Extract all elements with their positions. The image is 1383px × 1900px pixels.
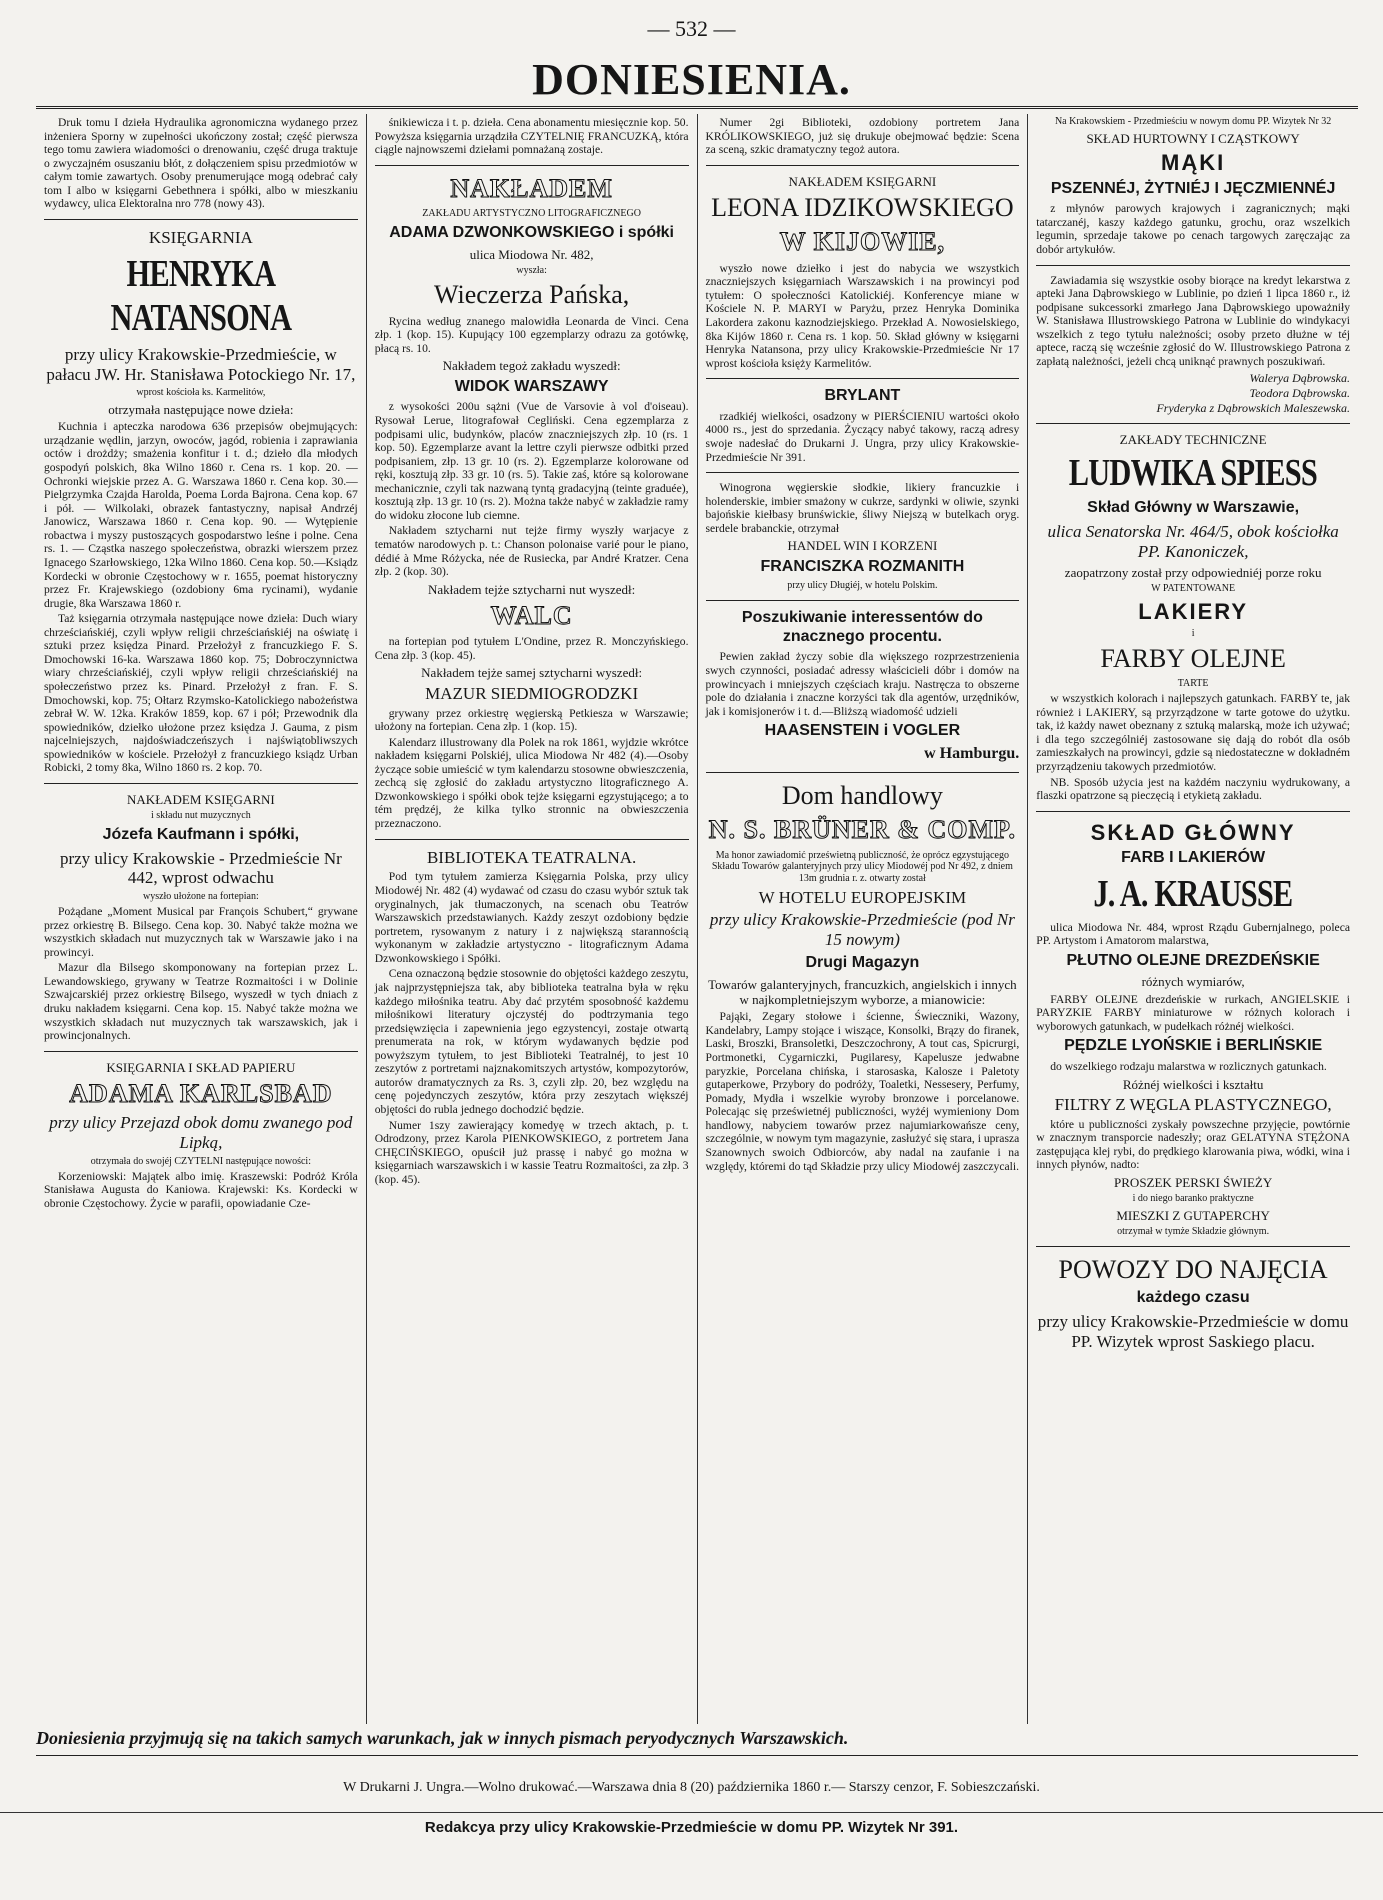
ad-paragraph: Zawiadamia się wszystkie osoby biorące na kredyt lekarstwa z apteki Jana Dąbrowskiego w Lublinie, po dzień 1 lipca 1860 r., iż podpisane sukcessorki zmarłego Jana Dąbrowskiego upoważniły W. Stanisława Illustrowskiego Patrona w Lublinie do windykacyi wszelkich z tego tytułu należności; osoby przeto dłużne w téj aptece, raczą się wcześnie zgłosić do W. Illustrowskiego Patrona z zapłatą należności, jeżeli chcą uniknąć prawnych poszukiwań. [1036, 273, 1350, 368]
ad-paragraph: Nakładem sztycharni nut tejże firmy wyszły warjacye z tematów narodowych p. t.: Chanson polonaise varié pour le piano, dédié à Mme Różycka, née de Rusiecka, par André Kratzer. Cena złp. 2 (kop. 30). [374, 524, 689, 579]
ad-heading: i składu nut muzycznych [151, 810, 251, 822]
ad-heading: MIESZKI Z GUTAPERCHY [1116, 1207, 1270, 1223]
ad-paragraph: które u publiczności zyskały powszechne przyjęcie, powtórnie w znacznym transporcie nadeszły; oraz GELATYNA STĘŻONA zastępująca klej rybi, do prędkiego klarowania piwa, wódki, wina i innych płynów, nadto: [1036, 1117, 1350, 1172]
ad-paragraph: grywany przez orkiestrę węgierską Petkiesza w Warszawie; ułożony na fortepian. Cena złp. 1 (kop. 15). [374, 706, 689, 734]
column-1 [36, 114, 367, 1724]
ad-heading: i [1191, 628, 1195, 640]
ad-heading: przy ulicy Krakowskie-Przedmieście (pod Nr 15 nowym) [709, 910, 1015, 950]
ad-heading: Józefa Kaufmann i spółki, [102, 825, 300, 843]
ad-heading: PROSZEK PERSKI ŚWIEŻY [1114, 1174, 1273, 1190]
ad-paragraph: w wszystkich kolorach i najlepszych gatunkach. FARBY te, jak również i LAKIERY, są przyrządzone w tarte gotowe do użytku. tak, iż każdy nawet obeznany z sztuką malarską, może ich używać; i dla tego szczególniéj zastosowane się dają do robót dla osób zamieszkałych na prowincyi, gdzie są niedostateczne w dokładném przyrządzeniu takowych przedmiotów. [1036, 692, 1350, 773]
editorial-address: Redakcya przy ulicy Krakowskie-Przedmieście w domu PP. Wizytek Nr 391. [0, 1812, 1383, 1836]
ad-heading: Nakładem tejże samej sztycharni wyszedł: [421, 665, 643, 681]
divider [1036, 1246, 1350, 1247]
ad-paragraph: Mazur dla Bilsego skomponowany na fortepian przez L. Lewandowskiego, grywany w Teatrze Rozmaitości i w Dolinie Szwajcarskiéj przez orkiestrę Bilsego, wyszedł w tych dniach z druku nakładem księgarni. Cena kop. 15. Nabyć także można we wszystkich składach nut muzycznych tak warszawskich, jak i prowincjonalnych. [44, 961, 358, 1043]
ad-heading: PĘDZLE LYOŃSKIE i BERLIŃSKIE [1064, 1037, 1323, 1055]
ad-heading: Fryderyka z Dąbrowskich Maleszewska. [1156, 400, 1350, 415]
ad-paragraph: Korzeniowski: Majątek albo imię. Kraszewski: Podróż Króla Stanisława Augusta do Kaniowa. Krajewski: Ks. Kordecki w obronie Częstochowy. Życie w parafii, opowiadanie Cze- [44, 1169, 358, 1210]
column-4 [1028, 114, 1358, 1724]
ad-paragraph: Winogrona węgierskie słodkie, likiery francuzkie i holenderskie, imbier smażony w cukrze, sardynki w oliwie, szynki bajońskie kiełbasy brunświckie, śliwy Niejszą w butelkach oryg. serdele brabanckie, otrzymał [705, 481, 1020, 535]
ad-paragraph: śnikiewicza i t. p. dzieła. Cena abonamentu miesięcznie kop. 50. Powyższa księgarnia urządziła CZYTELNIĘ FRANCUZKĄ, która ciągle najnowszemi dziełami pomnażaną zostaje. [374, 116, 689, 157]
ad-paragraph: ulica Miodowa Nr. 484, wprost Rządu Gubernjalnego, poleca PP. Artystom i Amatorom malarstwa, [1036, 920, 1350, 948]
ad-paragraph: Druk tomu I dzieła Hydraulika agronomiczna wydanego przez inżeniera Sporny w zupełności ukończony został; część pierwsza tego tomu zawiera wiadomości o drenowaniu, część druga traktuje o zwyczajném osuszaniu błót, z dołączeniem spisu przedmiotów w całym tomie zawartych. Osoby prenumerujące mogą odebrać cały tom I albo w księgarni Gebethnera i spółki, albo w mieszkaniu wydawcy, ulica Elektoralna nro 778 (nowy 43). [44, 116, 358, 211]
ad-heading: HAASENSTEIN i VOGLER [764, 722, 961, 740]
ad-paragraph: Pożądane „Moment Musical par François Schubert,“ grywane przez orkiestrę B. Bilsego. Cena kop. 30. Nabyć także można we wszystkich składach nut muzycznych tak w Warszawie jako i na prowincyi. [44, 905, 358, 959]
ad-heading: otrzymała następujące nowe dzieła: [108, 402, 294, 418]
ad-heading: LAKIERY [1138, 598, 1248, 624]
ad-heading: WIDOK WARSZAWY [454, 377, 609, 395]
ad-heading: SKŁAD HURTOWNY I CZĄSTKOWY [1086, 130, 1300, 146]
ad-heading: ZAKŁADU ARTYSTYCZNO LITOGRAFICZNEGO [422, 208, 641, 220]
ad-paragraph: rzadkiéj wielkości, osadzony w PIERŚCIENIU wartości około 4000 rs., jest do sprzedania. Życzący nabyć takowy, raczą adresy swoje nadesłać do Drukarni J. Ungra, przy ulicy Krakowskie-Przedmieście Nr 391. [705, 409, 1020, 464]
ad-paragraph: z wysokości 200u sążni (Vue de Varsovie à vol d'oiseau). Rysował Lerue, litografował Cegliński. Cena egzemplarza z podpisami ulic, budynków, placów znaczniejszych złp. 10 (rs. 1 kop. 50). Egzemplarze avant la lettre czyli pierwsze odbitki przed podpisaniem, złp. 13 gr. 10 (rs. 2). Egzemplarze kolorowane od ręki, kosztują złp. 33 gr. 10 (rs. 5). Takie zaś, które są kolorowane mechanicznie, czyli tak nazwaną tyntą gradacyjną (teinte graduée), kosztują złp. 13 gr. 10 (rs. 2). Można także nabyć w zakładzie ramy do widoku złocone lub ciemne. [374, 400, 689, 522]
divider [375, 165, 689, 166]
ad-heading: przy ulicy Krakowskie-Przedmieście w domu PP. Wizytek wprost Saskiego placu. [1037, 1311, 1349, 1351]
divider [706, 472, 1020, 473]
ad-heading: wyszło ułożone na fortepian: [142, 891, 259, 903]
ad-paragraph: Pewien zakład życzy sobie dla większego rozprzestrzenienia swych czynności, posiadać adressy właścicieli dóbr i domów na prowincyach i mniejszych częściach kraju. Nastręcza to obszerne pole do działania i znaczne korzyści tak dla agentów, urzędników, jak i komisjonerów i t. d.—Bliższą wiadomość udzieli [705, 650, 1020, 718]
ad-paragraph: Kalendarz illustrowany dla Polek na rok 1861, wyjdzie wkrótce nakładem księgarni Polskiéj, ulica Miodowa Nr 482 (4).—Osoby życzące sobie umieścić w tym kalendarzu stosowne obwieszczenia, zechcą się zgłosić do zakładu artystyczno litograficznego A. Dzwonkowskiego i spółki obok tejże księgarni egzystującego; a to tém prędzéj, że kilka tylko stronnic na obwieszczenia przeznaczono. [374, 735, 689, 831]
ad-heading: PSZENNÉJ, ŻYTNIÉJ I JĘCZMIENNÉJ [1050, 179, 1336, 197]
ad-heading: HANDEL WIN I KORZENI [787, 538, 938, 554]
divider [1036, 423, 1350, 424]
ad-heading: otrzymał w tymże Składzie głównym. [1117, 1226, 1270, 1237]
ad-heading: ulica Senatorska Nr. 464/5, obok kościołka PP. Kanoniczek, [1047, 522, 1339, 561]
ad-heading: WALC [490, 600, 573, 630]
ad-heading: KSIĘGARNIA [148, 227, 253, 247]
ad-heading: Poszukiwanie interessentów do znacznego procentu. [741, 609, 983, 645]
ad-paragraph: Cena oznaczoną będzie stosownie do objętości każdego zeszytu, jak najprzystępniejsza tak, aby biblioteka teatralna była w ręku każdego miłośnika teatru. Aby dać przytém sposobność każdemu miłośnikowi literatury ojczystéj do podtrzymania tego przedsięwzięcia i zapewnienia jego egzystencyi, zostaje otwartą prenumerata na rok, w którym wydawanych będzie pod powyższym tytułem, to jest Biblioteki Teatralnéj, to jest 10 zeszytów z portretami najznakomitszych artystów, kompozytorów, autorów dramatycznych za Rs. 3, czyli złp. 20, bez względu na cenę pojedynczych zeszytów, która przy zeszytach większéj objętości do rubla jednego dochodzić będzie. [374, 967, 689, 1117]
divider [375, 839, 689, 840]
divider [44, 783, 358, 784]
announcement-terms-notice: Doniesienia przyjmują się na takich samych warunkach, jak w innych pismach peryodycznych Warszawskich. [36, 1728, 1358, 1756]
ad-heading: PŁUTNO OLEJNE DREZDEŃSKIE [1066, 951, 1320, 969]
ad-heading: Teodora Dąbrowska. [1249, 385, 1350, 400]
divider [706, 378, 1020, 379]
ad-heading: MAZUR SIEDMIOGRODZKI [425, 683, 639, 703]
ad-heading: ADAMA DZWONKOWSKIEGO i spółki [389, 223, 674, 241]
ad-heading: ulica Miodowa Nr. 482, [469, 246, 594, 262]
ad-paragraph: do wszelkiego rodzaju malarstwa w rozlicznych gatunkach. [1050, 1060, 1327, 1074]
ad-heading: FILTRY Z WĘGLA PLASTYCZNEGO, [1054, 1094, 1332, 1114]
ad-heading: NAKŁADEM KSIĘGARNI [788, 173, 937, 189]
ad-paragraph: Pod tym tytułem zamierza Księgarnia Polska, przy ulicy Miodowéj Nr. 482 (4) wydawać od czasu do czasu wybór sztuk tak oryginalnych, jak tłumaczonych, na scenach obu Teatrów Warszawskich przedstawianych. Każdy zeszyt ozdobiony będzie portretem, rysowanym z natury i z największą starannością wykonanym w zakładzie artystyczno - litograficznym Adama Dzwonkowskiego i Spółki. [374, 870, 689, 965]
ad-heading: J. A. KRAUSSE [1093, 873, 1293, 916]
printer-imprint: W Drukarni J. Ungra.—Wolno drukować.—Warszawa dnia 8 (20) października 1860 r.— Starszy cenzor, F. Sobieszczański. [343, 1780, 1040, 1795]
ad-heading: otrzymała do swojéj CZYTELNI następujące nowości: [90, 1156, 311, 1168]
ad-heading: POWOZY DO NAJĘCIA [1058, 1254, 1328, 1284]
ad-heading: Skład Główny w Warszawie, [1087, 499, 1300, 517]
ad-heading: FARB I LAKIERÓW [1121, 849, 1266, 867]
ad-heading: LEONA IDZIKOWSKIEGO [711, 192, 1014, 222]
ad-heading: FARBY OLEJNE [1100, 644, 1286, 674]
ad-paragraph: Numer 1szy zawierający komedyę w trzech aktach, p. t. Odrodzony, przez Karola PIENKOWSKIEGO, z portretem Jana CHĘCIŃSKIEGO, opuścił już prassę i nabyć go można w księgarniach warszawskich i w kassie Teatru Rozmaitości, za złp. 3 (kop. 45). [374, 1118, 689, 1186]
ad-heading: Ma honor zawiadomić prześwietną publiczność, że oprócz egzystującego Składu Towarów galanteryjnych przy ulicy Miodowéj pod Nr 492, z dniem 13m grudnia r. z. otwarty został [711, 849, 1013, 884]
ad-heading: BIBLIOTEKA TEATRALNA. [426, 847, 637, 867]
ad-heading: przy ulicy Długiéj, w hotelu Polskim. [787, 580, 938, 592]
ad-heading: KSIĘGARNIA I SKŁAD PAPIERU [106, 1059, 296, 1075]
ad-heading: W KIJOWIE, [779, 227, 946, 257]
ad-paragraph: Numer 2gi Biblioteki, ozdobiony portretem Jana KRÓLIKOWSKIEGO, już się drukuje obejmować będzie: Scena za sceną, szkic dramatyczny tegoż autora. [705, 116, 1020, 157]
ad-heading: Dom handlowy [781, 780, 943, 810]
ad-heading: FRANCISZKA ROZMANITH [760, 557, 965, 575]
ad-paragraph: FARBY OLEJNE drezdeńskie w rurkach, ANGIELSKIE i PARYZKIE FARBY miniaturowe w różnych kolorach i wyborowych gatunkach, w pudełkach różnéj wielkości. [1036, 992, 1350, 1033]
ad-heading: W HOTELU EUROPEJSKIM [758, 887, 967, 907]
ad-heading: wprost kościoła ks. Karmelitów, [136, 387, 266, 399]
advertisement-columns [36, 114, 1358, 1724]
divider [706, 165, 1020, 166]
divider [706, 772, 1020, 773]
ad-heading: Drugi Magazyn [805, 954, 920, 972]
ad-paragraph: Kuchnia i apteczka narodowa 636 przepisów obejmujących: urządzanie wędlin, jarzyn, owoców, jagód, robienia i zaprawiania octów i drożdży; smażenia konfitur i t. d.; dzieło dla młodych gospodyń polskich, 8ka Wilno 1860 r. Cena rs. 1 kop. 20. — Ochronki wiejskie przez A. G. Warszawa 1860 r. Cena kop. 30.—Pielgrzymka Czajda Harolda, Poema Lorda Bajrona. Cena kop. 67 i pół. — Wilkolaki, obrazek fantastyczny, napisał Andrzéj Janowicz, Warszawa 1860 r. Cena kop. 90. — Wytępienie robactwa i myszy pustoszących gospodarstwo leśne i polne. Cena rs. 1. — Cząstka naszego społeczeństwa, obrazki wierszem przez Ignacego Szarłowskiego, 12ka Wilno 1860. Cena kop. 50.—Ksiądz Kordecki w obronie Częstochowy w r. 1655, poemat historyczny przez Fr. Krajewskiego (ozdobiony 6ma rycinami), wydanie drugie, 8ka Warszawa 1860 r. [44, 420, 358, 610]
ad-heading: przy ulicy Krakowskie - Przedmieście Nr 442, wprost odwachu [59, 848, 342, 888]
ad-paragraph: Pająki, Zegary stołowe i ścienne, Świeczniki, Wazony, Kandelabry, Lampy stojące i wiszące, Konsolki, Brązy do firanek, Laski, Broszki, Bransoletki, Deszczochrony, A tout cas, Spicrurgi, Portmonetki, Cygarniczki, Pugilaresy, Kapelusze jedwabne paryzkie, Porcelana chińska, i starosaska, Kalosze i Paletoty gutaperkowe, Przybory do podróży, Toaletki, Nessesery, Perfumy, Pomady, Mydła i wszelkie wyroby bronzowe i porcelanowe. Polecając się prześwietnéj publiczności, wyżéj wymieniony Dom handlowy, nabyciem towarów przez najumiarkowańsze ceny, szczególnie, w nowym tym magazynie, zasłużyć się stara, i uprasza Szanownych swoich Odbiorców, aby nadal na zaufanie i na względy, któremi do tąd Składzie przy ulicy Miodowéj zaszczycali. [705, 1010, 1020, 1173]
divider [1036, 811, 1350, 812]
column-3 [698, 114, 1029, 1724]
ad-heading: Nakładem tejże sztycharni nut wyszedł: [428, 581, 636, 597]
page-number: — 532 — [647, 16, 736, 41]
title-divider [36, 106, 1358, 109]
ad-paragraph: NB. Sposób użycia jest na każdém naczyniu wydrukowany, a flaszki opatrzone są pieczęcią i etykietą zakładu. [1036, 775, 1350, 803]
ad-heading: różnych wymiarów, [1141, 974, 1245, 990]
ad-heading: w Hamburgu. [924, 745, 1020, 762]
ad-heading: ADAMA KARLSBAD [69, 1078, 333, 1108]
ad-heading: N. S. BRÜNER & COMP. [708, 815, 1016, 845]
column-2 [367, 114, 698, 1724]
ad-heading: Nakładem tegoż zakładu wyszedł: [442, 358, 621, 374]
ad-paragraph: na fortepian pod tytułem L'Ondine, przez R. Monczyńskiego. Cena złp. 3 (kop. 45). [374, 635, 689, 662]
ad-heading: MĄKI [1161, 149, 1226, 175]
ad-heading: Wieczerza Pańska, [433, 280, 630, 310]
ad-paragraph: Taż księgarnia otrzymała następujące nowe dzieła: Duch wiary chrześciańskiéj, czyli wpływ religii chrześciańskiéj na oświatę i sztuki przez księdza Pinard. Przełożył z francuzkiego F. S. Dmochowski 16-ka. Warszawa 1860 kop. 75; Dobroczynnictwa wiary chrześciańskiéj, czyli wpływ religii chrześciańskiéj na społeczeństwo przez ks. Pinard. Przełożył z fran. F. S. Dmochowski, kop. 75; Ołtarz Rzymsko-Katolickiego nabożeństwa zebrał W. W. 12ka. Kraków 1859, kop. 67 i pół; Przewodnik dla spowiedników, dziełko ułożone przez księdza J. Gauma, z pism najcelniejszych, najdoświadczeńszych i najświątobliwszych spowiedników w kościele. Przełożył z francuzkiego ksiądz Urban Robicki, 2 tomy 8ka, Wilno 1860 rs. 2 kop. 70. [44, 612, 358, 775]
ad-heading: NAKŁADEM [450, 173, 613, 203]
ad-heading: Różnéj wielkości i kształtu [1122, 1076, 1264, 1092]
ad-heading: NAKŁADEM KSIĘGARNI [127, 791, 275, 807]
ad-heading: HENRYKA NATANSONA [110, 252, 292, 340]
ad-paragraph: z młynów parowych krajowych i zagranicznych; mąki tatarczanéj, kaszy każdego gatunku, grochu, oraz wszelkich legumin, sprzedaje takowe po cenach targowych zaręczając za dobór artykułów. [1036, 202, 1350, 257]
ad-heading: każdego czasu [1136, 1289, 1250, 1307]
ad-heading: LUDWIKA SPIESS [1069, 451, 1318, 494]
ad-heading: ZAKŁADY TECHNICZNE [1119, 431, 1267, 447]
divider [706, 600, 1020, 601]
ad-heading: TARTE [1177, 678, 1209, 690]
ad-paragraph: wyszło nowe dziełko i jest do nabycia we wszystkich znaczniejszych księgarniach Warszawskich i na prowincyi pod tytułem: O społeczności Katolickiéj. Konferencye miane w Kościele N. P. MARYI w Paryżu, przez Henryka Dominika Lakordera zakonu kaznodziejskiego. Przekład A. Nowosielskiego, 8ka Kijów 1860 r. Cena rs. 1 kop. 50. Skład główny w księgarni Henryka Natansona, przy ulicy Krakowskie-Przedmieście Nr 17 wprost kościoła księży Karmelitów. [705, 261, 1020, 370]
section-title: DONIESIENIA. [532, 55, 851, 104]
divider [1036, 265, 1350, 266]
divider [44, 219, 358, 220]
ad-heading: Na Krakowskiem - Przedmieściu w nowym domu PP. Wizytek Nr 32 [1054, 116, 1332, 127]
ad-heading: Walerya Dąbrowska. [1249, 370, 1350, 385]
ad-heading: przy ulicy Przejazd obok domu zwanego pod Lipką, [49, 1113, 353, 1153]
ad-heading: SKŁAD GŁÓWNY [1090, 819, 1296, 845]
ad-heading: i do niego baranko praktyczne [1132, 1193, 1254, 1205]
ad-heading: przy ulicy Krakowskie-Przedmieście, w pałacu JW. Hr. Stanisława Potockiego Nr. 17, [46, 344, 356, 384]
ad-paragraph: Rycina według znanego malowidła Leonarda de Vinci. Cena złp. 1 (kop. 15). Kupujący 100 egzemplarzy odrazu za gotówkę, płacą rs. 10. [374, 314, 689, 355]
ad-heading: BRYLANT [824, 387, 901, 405]
divider [44, 1051, 358, 1052]
ad-heading: zaopatrzony został przy odpowiedniéj porze roku [1064, 564, 1322, 580]
ad-heading: Towarów galanteryjnych, francuzkich, angielskich i innych w najkompletniejszym wyborze, a mianowicie: [708, 976, 1017, 1008]
ad-heading: wyszła: [516, 264, 547, 276]
ad-heading: W PATENTOWANE [1151, 582, 1236, 594]
